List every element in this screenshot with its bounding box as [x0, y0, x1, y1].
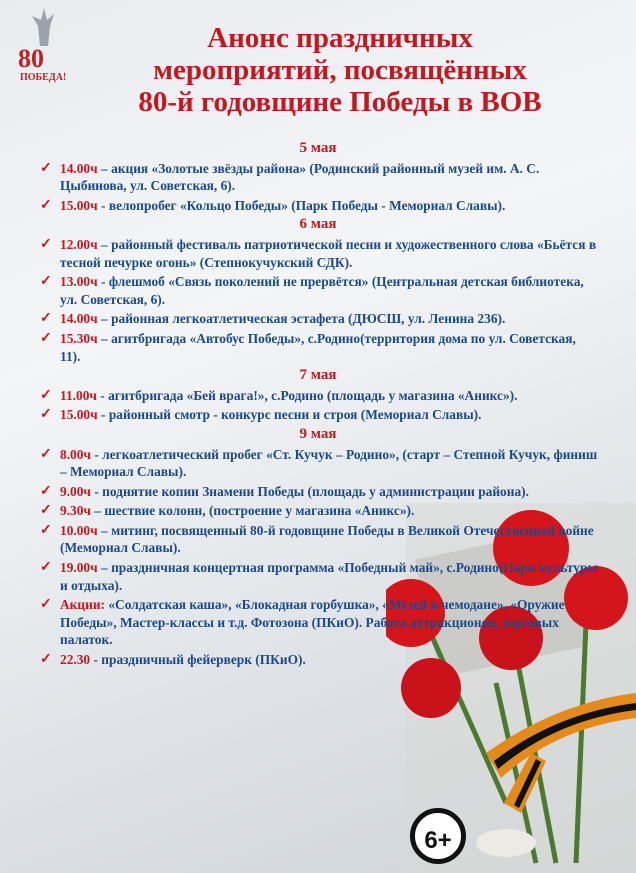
day-heading: 5 мая [299, 140, 337, 156]
title-line-3: 80-й годовщине Победы в ВОВ [138, 86, 542, 118]
event-schedule [38, 138, 598, 671]
event-item [38, 446, 598, 481]
title-line-1: Анонс праздничных [207, 22, 473, 54]
event-time: 19.00ч [60, 560, 98, 576]
event-time: Акции: [60, 597, 105, 613]
event-text: - агитбригада «Бей врага!», с.Родино (площадь у магазина «Аникс»). [96, 387, 518, 403]
event-time: 22.30 [60, 652, 91, 668]
event-time: 15.00ч [60, 197, 98, 213]
event-text: - флешмоб «Связь поколений не прервётся» (Центральная детская библиотека, ул. Советская, 6). [60, 274, 584, 307]
event-item [38, 559, 598, 594]
checkmark-icon: ✓ [40, 446, 52, 462]
page-title [40, 22, 636, 118]
checkmark-icon: ✓ [40, 387, 52, 403]
event-text: - районный смотр - конкурс песни и строя (Мемориал Славы). [97, 407, 482, 423]
event-time: 12.00ч [60, 236, 98, 252]
event-item [38, 160, 598, 195]
event-item [38, 651, 598, 669]
logo-word: ПОБЕДА! [20, 72, 67, 83]
event-text: - праздничный фейерверк (ПКиО). [90, 652, 306, 668]
event-time: 15.30ч [60, 330, 98, 346]
checkmark-icon: ✓ [40, 407, 52, 423]
logo-number: 80 [18, 44, 44, 73]
event-text: - легкоатлетический пробег «Ст. Кучук – Родино», (старт – Степной Кучук, финиш – Мемориал Славы). [60, 446, 598, 480]
event-item [38, 483, 598, 501]
checkmark-icon: ✓ [40, 160, 52, 176]
event-item [38, 502, 598, 520]
event-text: – агитбригада «Автобус Победы», с.Родино(территория дома по ул. Советская, 11). [60, 330, 576, 364]
age-rating-badge: 6+ [410, 808, 466, 864]
checkmark-icon: ✓ [40, 197, 52, 213]
event-time: 9.30ч [60, 503, 91, 519]
event-item [38, 330, 598, 365]
event-text: – акция «Золотые звёзды района» (Родинский районный музей им. А. С. Цыбинова, ул. Советская, 6). [60, 160, 540, 194]
checkmark-icon: ✓ [40, 311, 52, 327]
event-item [38, 522, 598, 557]
checkmark-icon: ✓ [40, 560, 52, 576]
event-time: 9.00ч [60, 483, 91, 499]
checkmark-icon: ✓ [40, 330, 52, 346]
event-time: 10.00ч [60, 522, 98, 538]
event-item [38, 273, 598, 308]
checkmark-icon: ✓ [40, 652, 52, 668]
event-text: - велопробег «Кольцо Победы» (Парк Победы - Мемориал Славы). [97, 197, 506, 213]
event-item [38, 387, 598, 405]
event-text: – праздничная концертная программа «Победный май», с.Родино(Парк культуры и отдыха). [60, 560, 598, 593]
day-heading: 6 мая [299, 216, 337, 233]
checkmark-icon: ✓ [40, 597, 52, 613]
event-text: – шествие колонн, (построение у магазина «Аникс»). [91, 503, 415, 519]
event-text: – районный фестиваль патриотической песни и художественного слова «Бьётся в тесной печурке огонь» (Степнокучукский СДК). [60, 236, 597, 270]
checkmark-icon: ✓ [40, 522, 52, 538]
day-heading: 7 мая [299, 367, 337, 384]
title-line-2: мероприятий, посвящённых [153, 54, 527, 86]
event-item [38, 197, 598, 215]
event-text: – митинг, посвященный 80-й годовщине Победы в Великой Отечественной войне (Мемориал Славы). [60, 522, 594, 556]
checkmark-icon: ✓ [40, 483, 52, 499]
event-time: 15.00ч [60, 407, 98, 423]
checkmark-icon: ✓ [40, 503, 52, 519]
event-time: 11.00ч [60, 387, 97, 403]
event-time: 13.00ч [60, 274, 98, 290]
checkmark-icon: ✓ [40, 274, 52, 290]
checkmark-icon: ✓ [40, 236, 52, 252]
event-time: 14.00ч [60, 160, 98, 176]
event-item [38, 596, 598, 649]
event-time: 8.00ч [60, 446, 91, 462]
event-item [38, 236, 598, 271]
event-item [38, 310, 598, 328]
event-item [38, 406, 598, 424]
event-text: – районная легкоатлетическая эстафета (ДЮСШ, ул. Ленина 236). [97, 311, 506, 327]
event-text: - поднятие копии Знамени Победы (площадь у администрации района). [91, 483, 529, 499]
day-heading: 9 мая [299, 425, 337, 442]
event-time: 14.00ч [60, 311, 98, 327]
event-text: «Солдатская каша», «Блокадная горбушка», «Музей в чемодане», «Оружие Победы», Мастер-классы и т.д. Фотозона (ПКиО). Работа аттракционов, торговых палаток. [60, 597, 565, 648]
